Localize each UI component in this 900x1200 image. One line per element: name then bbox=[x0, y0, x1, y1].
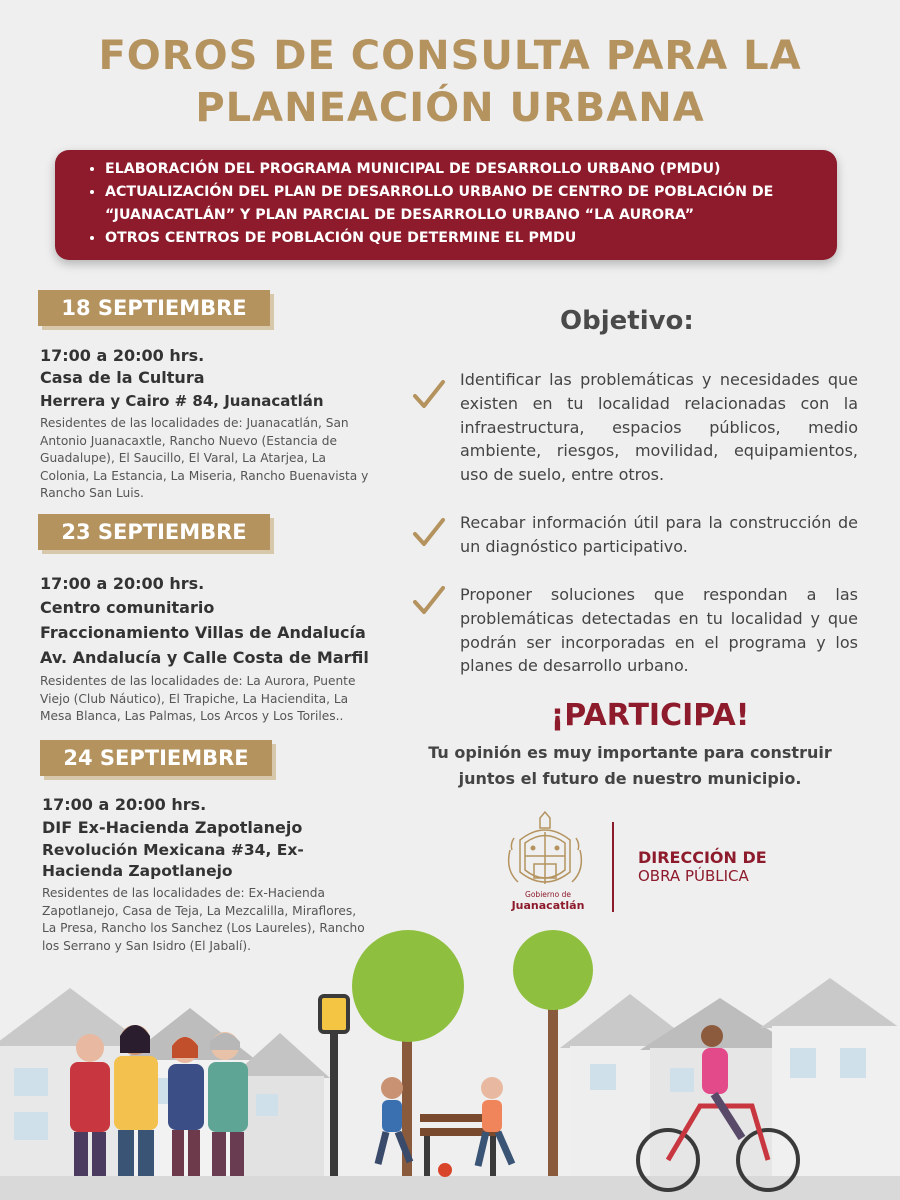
program-item: • OTROS CENTROS DE POBLACIÓN QUE DETERMINE EL PMDU bbox=[105, 227, 817, 250]
date-tab-3: 24 SEPTIEMBRE bbox=[40, 740, 272, 776]
trees bbox=[352, 930, 593, 1176]
objective-item-2: Recabar información útil para la construcción de un diagnóstico participativo. bbox=[460, 513, 858, 556]
date-tab-1: 18 SEPTIEMBRE bbox=[38, 290, 270, 326]
event-residents: Residentes de las localidades de: Juanacatlán, San Antonio Juanacaxtle, Rancho Nuevo (Estancia de Guadalupe), El Saucillo, El Varal, La Atarjea, La Colonia, La Estancia, La Miseria, Rancho Buenavista y Rancho San Luis. bbox=[40, 416, 369, 500]
event-time: 17:00 a 20:00 hrs. bbox=[40, 346, 205, 365]
programs-banner bbox=[55, 150, 837, 260]
check-icon bbox=[412, 584, 446, 618]
objective-title: Objetivo: bbox=[560, 306, 694, 336]
event-residents: Residentes de las localidades de: Ex-Hacienda Zapotlanejo, Casa de Teja, La Mezcalilla, Miraflores, La Presa, Rancho los Sanchez (Los Laureles), Rancho los Serrano y San Isidro (El Jabalí). bbox=[42, 886, 365, 953]
house-left bbox=[0, 988, 330, 1176]
page-title bbox=[0, 30, 900, 134]
event-place: Casa de la Cultura bbox=[40, 368, 205, 387]
program-item: • ACTUALIZACIÓN DEL PLAN DE DESARROLLO URBANO DE CENTRO DE POBLACIÓN DE “JUANACATLÁN” Y PLAN PARCIAL DE DESARROLLO URBANO “LA AURORA” bbox=[105, 181, 817, 227]
objective-item-1: Identificar las problemáticas y necesidades que existen en tu localidad relacionadas con la infraestructura, espacios públicos, medio ambiente, riesgos, movilidad, equipamientos, uso de suelo, entre otros. bbox=[460, 370, 858, 485]
participa-headline: ¡PARTICIPA! bbox=[550, 698, 750, 733]
check-icon bbox=[412, 516, 446, 550]
house-right bbox=[560, 978, 900, 1176]
event-address: Herrera y Cairo # 84, Juanacatlán bbox=[40, 392, 324, 410]
department-line-2: OBRA PÚBLICA bbox=[638, 867, 749, 885]
objective-item-3: Proponer soluciones que respondan a las problemáticas detectadas en tu localidad y que podrán ser incorporadas en el programa y los planes de desarrollo urbano. bbox=[460, 585, 858, 676]
divider bbox=[612, 822, 614, 912]
department-line-1: DIRECCIÓN DE bbox=[638, 848, 767, 867]
event-1 bbox=[40, 345, 370, 503]
lamp-post bbox=[320, 996, 348, 1176]
park-scene-illustration bbox=[0, 928, 900, 1200]
title-line-2: PLANEACIÓN URBANA bbox=[195, 85, 705, 131]
program-item: • ELABORACIÓN DEL PROGRAMA MUNICIPAL DE DESARROLLO URBANO (PMDU) bbox=[105, 158, 817, 181]
logo-small-text: Gobierno de bbox=[525, 890, 571, 899]
event-time: 17:00 a 20:00 hrs. bbox=[42, 795, 207, 814]
event-address: Av. Andalucía y Calle Costa de Marfil bbox=[40, 648, 369, 667]
check-icon bbox=[412, 378, 446, 412]
tagline-line-2: juntos el futuro de nuestro municipio. bbox=[458, 769, 802, 788]
event-time: 17:00 a 20:00 hrs. bbox=[40, 574, 205, 593]
cta-tagline bbox=[410, 740, 850, 792]
event-2 bbox=[40, 573, 370, 726]
event-residents: Residentes de las localidades de: La Aurora, Puente Viejo (Club Náutico), El Trapiche, La Haciendita, La Mesa Blanca, Las Palmas, Los Arcos y Los Toriles.. bbox=[40, 674, 356, 723]
event-address: Revolución Mexicana #34, Ex-Hacienda Zapotlanejo bbox=[42, 841, 304, 880]
programs-list bbox=[87, 158, 817, 250]
date-tab-2: 23 SEPTIEMBRE bbox=[38, 514, 270, 550]
tagline-line-1: Tu opinión es muy importante para construir bbox=[428, 743, 832, 762]
event-place-detail: Fraccionamiento Villas de Andalucía bbox=[40, 623, 366, 642]
event-place: DIF Ex-Hacienda Zapotlanejo bbox=[42, 818, 303, 837]
title-line-1: FOROS DE CONSULTA PARA LA bbox=[98, 33, 802, 79]
event-place: Centro comunitario bbox=[40, 598, 215, 617]
logo-name-text: Juanacatlán bbox=[511, 899, 585, 912]
